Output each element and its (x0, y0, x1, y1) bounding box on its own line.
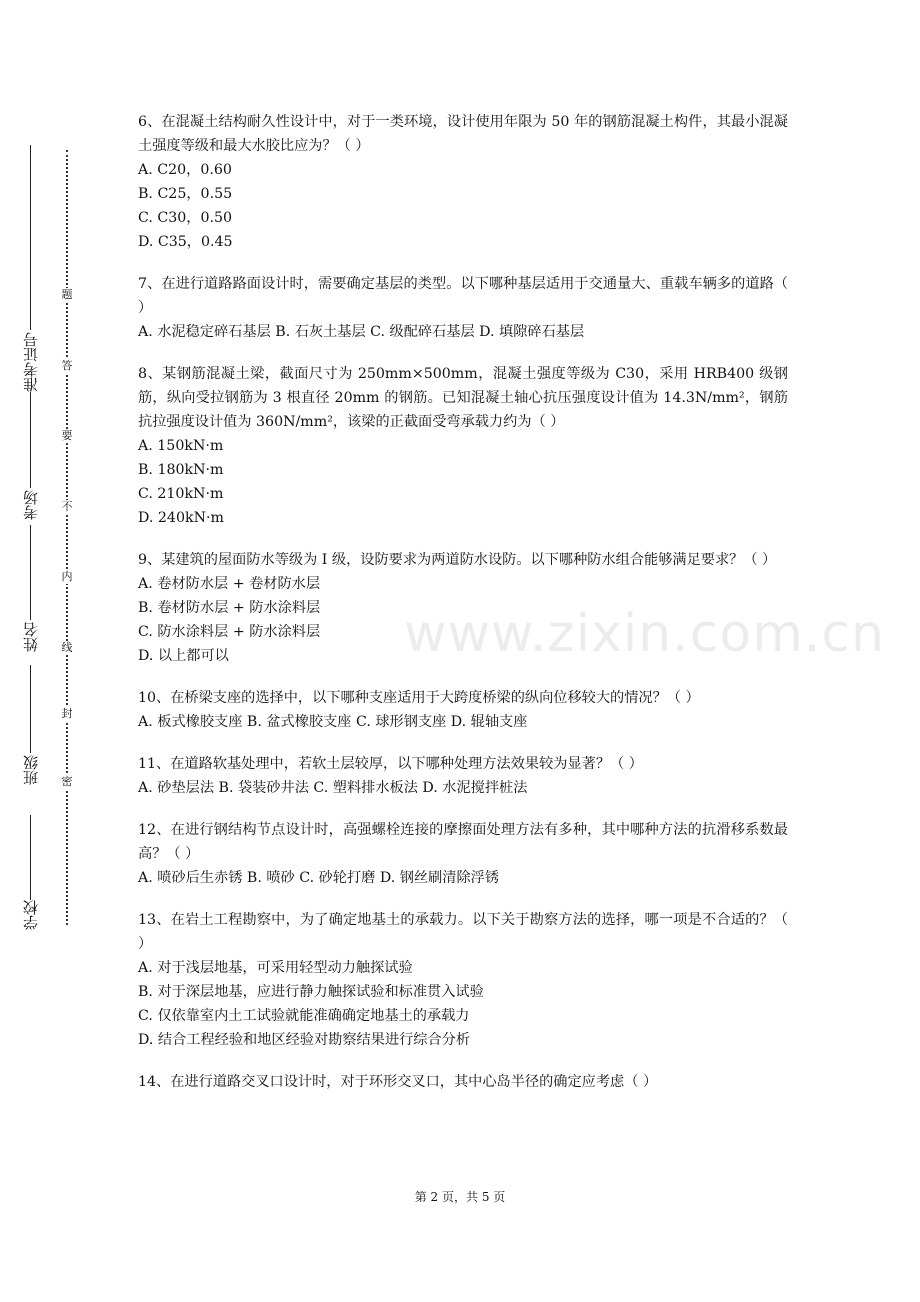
question-stem: 7、在进行道路路面设计时，需要确定基层的类型。以下哪种基层适用于交通量大、重载车辆多的道路（ ） (138, 276, 788, 316)
seal-char: 答 (58, 359, 76, 373)
option: D. 以上都可以 (138, 648, 229, 664)
option: B. C25，0.55 (138, 186, 233, 202)
question-stem: 12、在进行钢结构节点设计时，高强螺栓连接的摩擦面处理方法有多种，其中哪种方法的抗滑移系数最高？（ ） (138, 822, 788, 862)
seal-char: 题 (58, 288, 76, 302)
exam-id-fill-line (30, 145, 31, 330)
option: A. 喷砂后生赤锈 B. 喷砂 C. 砂轮打磨 D. 钢丝刷清除浮锈 (138, 870, 500, 886)
class-label: 班级 (22, 755, 40, 785)
school-label: 学校 (22, 900, 40, 930)
question-stem: 11、在道路软基处理中，若软土层较厚，以下哪种处理方法效果较为显著？（ ） (138, 756, 643, 772)
option: C. 210kN·m (138, 486, 224, 502)
option: D. 结合工程经验和地区经验对勘察结果进行综合分析 (138, 1032, 471, 1048)
option: D. C35，0.45 (138, 234, 233, 250)
exam-id-label: 准考证号 (22, 332, 40, 392)
question-list (138, 110, 788, 1112)
question-stem: 13、在岩土工程勘察中，为了确定地基土的承载力。以下关于勘察方法的选择，哪一项是不合适的？（ ） (138, 912, 788, 952)
question-9 (138, 548, 788, 668)
option: C. C30，0.50 (138, 210, 233, 226)
option: C. 防水涂料层 + 防水涂料层 (138, 624, 321, 640)
question-14 (138, 1070, 788, 1094)
seal-char: 线 (58, 641, 76, 655)
option: A. C20，0.60 (138, 162, 232, 178)
question-stem: 6、在混凝土结构耐久性设计中，对于一类环境，设计使用年限为 50 年的钢筋混凝土构件，其最小混凝土强度等级和最大水胶比应为？（ ） (138, 114, 788, 154)
seal-char: 密 (58, 775, 76, 789)
exam-room-label: 考场 (22, 490, 40, 520)
name-label: 姓名 (22, 622, 40, 652)
option: B. 卷材防水层 + 防水涂料层 (138, 600, 321, 616)
school-fill-line (30, 815, 31, 900)
question-11 (138, 752, 788, 800)
seal-char: 内 (58, 570, 76, 584)
option: A. 板式橡胶支座 B. 盆式橡胶支座 C. 球形钢支座 D. 辊轴支座 (138, 714, 528, 730)
seal-char: 要 (58, 429, 76, 443)
option: C. 仅依靠室内土工试验就能准确确定地基土的承载力 (138, 1008, 470, 1024)
option: B. 对于深层地基，应进行静力触探试验和标准贯入试验 (138, 984, 484, 1000)
page-number: 第 2 页，共 5 页 (414, 1190, 506, 1204)
option: B. 180kN·m (138, 462, 224, 478)
watermark: www.zixin.com.cn (404, 604, 885, 664)
name-fill-line (30, 525, 31, 620)
option: A. 150kN·m (138, 438, 224, 454)
seal-dotted-line (66, 150, 68, 925)
question-stem: 14、在进行道路交叉口设计时，对于环形交叉口，其中心岛半径的确定应考虑（ ） (138, 1074, 658, 1090)
exam-room-fill-line (30, 392, 31, 488)
option: A. 水泥稳定碎石基层 B. 石灰土基层 C. 级配碎石基层 D. 填隙碎石基层 (138, 324, 585, 340)
question-13 (138, 908, 788, 1052)
question-stem: 8、某钢筋混凝土梁，截面尺寸为 250mm×500mm，混凝土强度等级为 C30，采用 HRB400 级钢筋，纵向受拉钢筋为 3 根直径 20mm 的钢筋。已知混凝土轴心抗压强度设计值为 14.3N/mm²，钢筋抗拉强度设计值为 360N/mm²，该梁的正截面受弯承载力约为（ ） (138, 366, 788, 430)
question-6 (138, 110, 788, 254)
option: A. 砂垫层法 B. 袋装砂井法 C. 塑料排水板法 D. 水泥搅拌桩法 (138, 780, 528, 796)
question-7 (138, 272, 788, 344)
option: A. 对于浅层地基，可采用轻型动力触探试验 (138, 960, 413, 976)
binding-strip (0, 0, 110, 1302)
seal-char: 封 (58, 707, 76, 721)
question-12 (138, 818, 788, 890)
class-fill-line (30, 665, 31, 753)
question-8 (138, 362, 788, 530)
question-10 (138, 686, 788, 734)
option: A. 卷材防水层 + 卷材防水层 (138, 576, 321, 592)
question-stem: 9、某建筑的屋面防水等级为 I 级，设防要求为两道防水设防。以下哪种防水组合能够满足要求？（ ） (138, 552, 777, 568)
seal-char: 不 (58, 500, 76, 514)
option: D. 240kN·m (138, 510, 224, 526)
question-stem: 10、在桥梁支座的选择中，以下哪种支座适用于大跨度桥梁的纵向位移较大的情况？（ ） (138, 690, 700, 706)
